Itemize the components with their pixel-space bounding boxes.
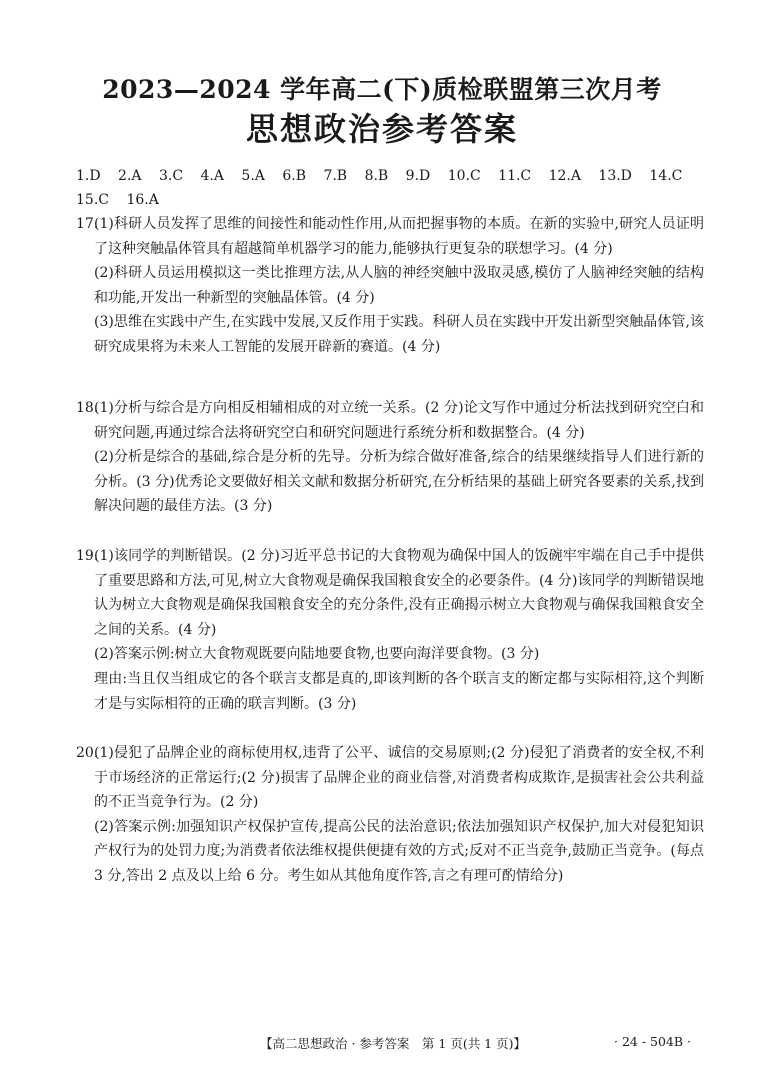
mcq-answer: 5.A bbox=[241, 168, 265, 184]
mcq-answer: 10.C bbox=[447, 168, 481, 184]
mcq-answer: 2.A bbox=[118, 168, 142, 184]
answer-part: (1)该同学的判断错误。(2 分)习近平总书记的大食物观为确保中国人的饭碗牢牢端在自己手中提供了重要思路和方法,可见,树立大食物观是确保我国粮食安全的必要条件。(4 分)该同学的判断错误地认为树立大食物观是确保我国粮食安全的充分条件,没有正确揭示树立大食物观与确保我国粮食安全之间的关系。(4 分) bbox=[94, 548, 704, 638]
question-20 bbox=[76, 741, 704, 889]
mcq-answer: 11.C bbox=[498, 168, 532, 184]
question-number: 17. bbox=[76, 216, 99, 232]
answer-part: (3)思维在实践中产生,在实践中发展,又反作用于实践。科研人员在实践中开发出新型突触晶体管,该研究成果将为未来人工智能的发展开辟新的赛道。(4 分) bbox=[94, 314, 704, 355]
mcq-answer: 1.D bbox=[76, 168, 101, 184]
footer-code: · 24 - 504B · bbox=[614, 1034, 692, 1049]
question-number: 18. bbox=[76, 400, 99, 416]
answer-part: (1)侵犯了品牌企业的商标使用权,违背了公平、诚信的交易原则;(2 分)侵犯了消费者的安全权,不利于市场经济的正常运行;(2 分)损害了品牌企业的商业信誉,对消费者构成欺诈,是损害社会公共利益的不正当竞争行为。(2 分) bbox=[94, 745, 704, 811]
question-number: 19. bbox=[76, 548, 99, 564]
answer-part: (2)答案示例:树立大食物观既要向陆地要食物,也要向海洋要食物。(3 分) bbox=[94, 646, 540, 663]
mcq-answer: 7.B bbox=[323, 168, 348, 184]
exam-title: 2023—2024 学年高二(下)质检联盟第三次月考 bbox=[102, 75, 662, 104]
mcq-answer: 13.D bbox=[598, 168, 632, 184]
footer-page-info: 【高二思想政治 · 参考答案 第 1 页(共 1 页)】 bbox=[260, 1036, 526, 1051]
answer-part: (1)分析与综合是方向相反相辅相成的对立统一关系。(2 分)论文写作中通过分析法找到研究空白和研究问题,再通过综合法将研究空白和研究问题进行系统分析和数据整合。(4 分) bbox=[94, 400, 704, 441]
answer-part: (1)科研人员发挥了思维的间接性和能动性作用,从而把握事物的本质。在新的实验中,研究人员证明了这种突触晶体管具有超越简单机器学习的能力,能够执行更复杂的联想学习。(4 分) bbox=[94, 216, 704, 257]
answer-part: (2)分析是综合的基础,综合是分析的先导。分析为综合做好准备,综合的结果继续指导人们进行新的分析。(3 分)优秀论文要做好相关文献和数据分析研究,在分析结果的基础上研究各要素的关系,找到解决问题的最佳方法。(3 分) bbox=[94, 449, 704, 515]
answer-part: (2)科研人员运用模拟这一类比推理方法,从人脑的神经突触中汲取灵感,模仿了人脑神经突触的结构和功能,开发出一种新型的突触晶体管。(4 分) bbox=[94, 265, 704, 306]
question-17 bbox=[76, 212, 704, 360]
mcq-answer: 8.B bbox=[364, 168, 389, 184]
mcq-answer: 12.A bbox=[548, 168, 581, 184]
mcq-answer: 4.A bbox=[200, 168, 224, 184]
mcq-answer: 3.C bbox=[158, 168, 184, 184]
mcq-answer: 14.C bbox=[649, 168, 683, 184]
mcq-answer: 16.A bbox=[126, 192, 159, 208]
mcq-answer: 6.B bbox=[282, 168, 306, 184]
document-title: 思想政治参考答案 bbox=[245, 110, 518, 148]
answer-part: (2)答案示例:加强知识产权保护宣传,提高公民的法治意识;依法加强知识产权保护,加大对侵犯知识产权行为的处罚力度;为消费者依法维权提供便捷有效的方式;反对不正当竞争,鼓励正当竞争。(每点 3 分,答出 2 点及以上给 6 分。考生如从其他角度作答,言之有理可酌情给分) bbox=[94, 818, 704, 884]
answer-part: 理由:当且仅当组成它的各个联言支都是真的,即该判断的各个联言支的断定都与实际相符,这个判断才是与实际相符的正确的联言判断。(3 分) bbox=[94, 670, 704, 712]
question-18 bbox=[76, 396, 704, 519]
mcq-answer: 9.D bbox=[405, 168, 431, 184]
mcq-answers-line-2 bbox=[76, 189, 716, 212]
question-19 bbox=[76, 544, 704, 716]
mcq-answers-line-1 bbox=[76, 165, 716, 188]
question-number: 20. bbox=[76, 745, 99, 761]
mcq-answer: 15.C bbox=[76, 192, 109, 208]
